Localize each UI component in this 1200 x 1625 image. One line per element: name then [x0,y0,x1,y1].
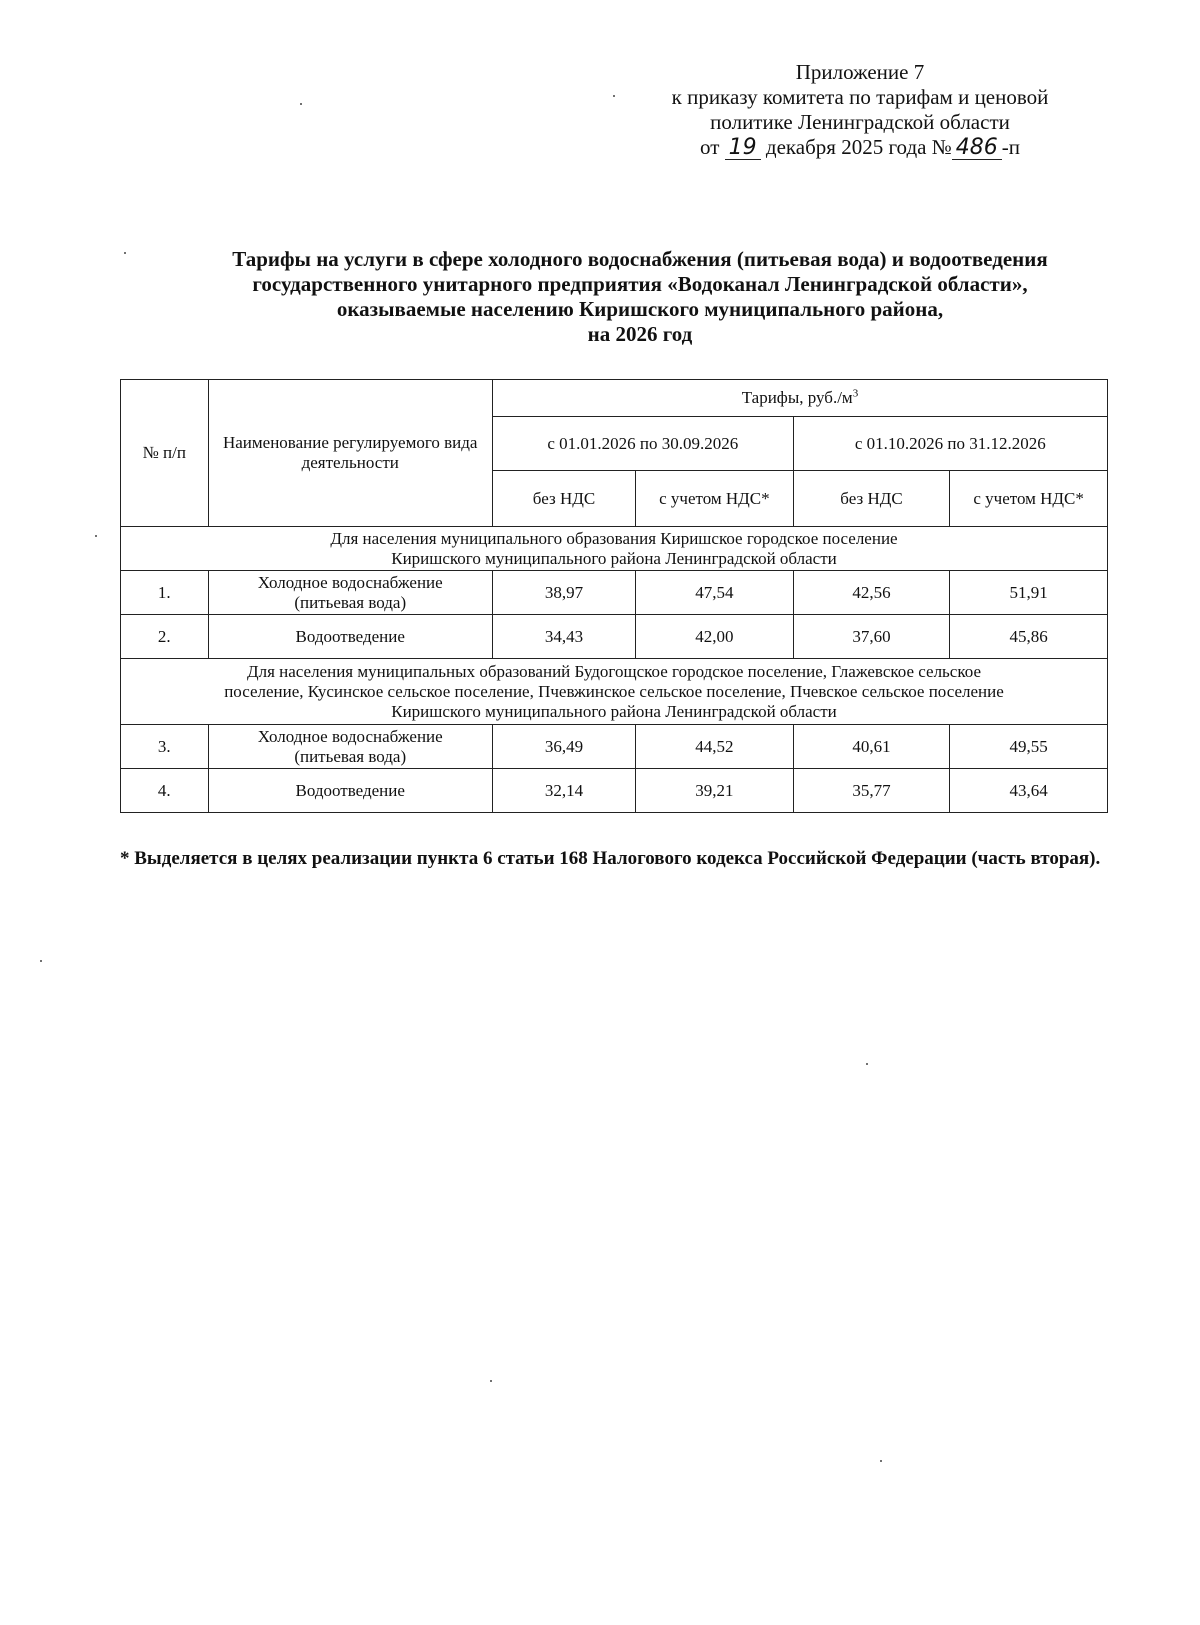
value-cell: 39,21 [636,769,794,813]
appendix-date-line [560,135,1160,160]
value-cell: 42,00 [636,615,794,659]
row-num: 2. [121,615,209,659]
group-line: Киришского муниципального района Ленинградской области [391,548,837,568]
date-middle: декабря 2025 года № [765,135,952,159]
header-p2-no-vat: без НДС [793,471,950,527]
value-cell: 47,54 [636,571,794,615]
table-row [121,725,1108,769]
table-row [121,571,1108,615]
value-cell: 32,14 [492,769,635,813]
group-heading [121,659,1108,725]
scan-speck [124,252,126,254]
scan-speck [866,1063,868,1065]
handwritten-day: 19 [725,137,761,160]
tariffs-label: Тарифы, руб./м [741,388,853,407]
row-num: 4. [121,769,209,813]
number-suffix: -п [1001,135,1020,159]
row-num: 1. [121,571,209,615]
value-cell: 36,49 [492,725,635,769]
scan-speck [95,535,97,537]
header-tariffs [492,380,1107,417]
group-line: Для населения муниципального образования Киришское городское поселение [330,528,898,548]
date-prefix: от [700,135,720,159]
appendix-header [560,60,1160,160]
header-p1-with-vat: с учетом НДС* [636,471,794,527]
tariffs-sup: 3 [852,387,859,400]
table-row [121,615,1108,659]
title-line-1: Тарифы на услуги в сфере холодного водоснабжения (питьевая вода) и водоотведения [232,247,1048,271]
document-title [100,247,1180,347]
row-name [208,725,492,769]
row-name-line: (питьевая вода) [294,592,407,612]
value-cell: 42,56 [793,571,950,615]
row-name-line: Холодное водоснабжение [257,726,443,746]
appendix-line-2: к приказу комитета по тарифам и ценовой [671,85,1049,109]
value-cell: 40,61 [793,725,950,769]
handwritten-number: 486 [952,137,1002,160]
group-heading [121,527,1108,571]
value-cell: 37,60 [793,615,950,659]
value-cell: 43,64 [950,769,1108,813]
header-num: № п/п [121,380,209,527]
value-cell: 44,52 [636,725,794,769]
header-period-2: с 01.10.2026 по 31.12.2026 [793,417,1107,471]
group-row-2 [121,659,1108,725]
scan-speck [880,1460,882,1462]
value-cell: 34,43 [492,615,635,659]
tariffs-table [120,379,1108,813]
footnote: * Выделяется в целях реализации пункта 6 статьи 168 Налогового кодекса Российской Федерации (часть вторая). [120,848,1101,869]
value-cell: 45,86 [950,615,1108,659]
header-p1-no-vat: без НДС [492,471,635,527]
row-name [208,571,492,615]
row-name-line: Холодное водоснабжение [257,572,443,592]
value-cell: 49,55 [950,725,1108,769]
scan-speck [300,103,302,105]
header-period-1: с 01.01.2026 по 30.09.2026 [492,417,793,471]
row-num: 3. [121,725,209,769]
value-cell: 51,91 [950,571,1108,615]
appendix-line-1: Приложение 7 [795,60,925,84]
value-cell: 38,97 [492,571,635,615]
group-row-1 [121,527,1108,571]
scan-speck [40,960,42,962]
group-line: Киришского муниципального района Ленинградской области [391,701,837,721]
appendix-line-3: политике Ленинградской области [710,110,1010,134]
group-line: поселение, Кусинское сельское поселение, Пчевжинское сельское поселение, Пчевское сельское поселение [224,681,1004,701]
group-line: Для населения муниципальных образований Будогощское городское поселение, Глажевское сельское [246,661,982,681]
row-name-line: (питьевая вода) [294,746,407,766]
table-row [121,769,1108,813]
row-name: Водоотведение [208,615,492,659]
scan-speck [490,1380,492,1382]
value-cell: 35,77 [793,769,950,813]
header-row-1 [121,380,1108,417]
title-line-4: на 2026 год [587,322,693,346]
header-activity-name: Наименование регулируемого вида деятельности [208,380,492,527]
row-name: Водоотведение [208,769,492,813]
scan-speck [613,95,615,97]
header-p2-with-vat: с учетом НДС* [950,471,1108,527]
title-line-3: оказываемые населению Киришского муниципального района, [336,297,944,321]
title-line-2: государственного унитарного предприятия «Водоканал Ленинградской области», [252,272,1028,296]
